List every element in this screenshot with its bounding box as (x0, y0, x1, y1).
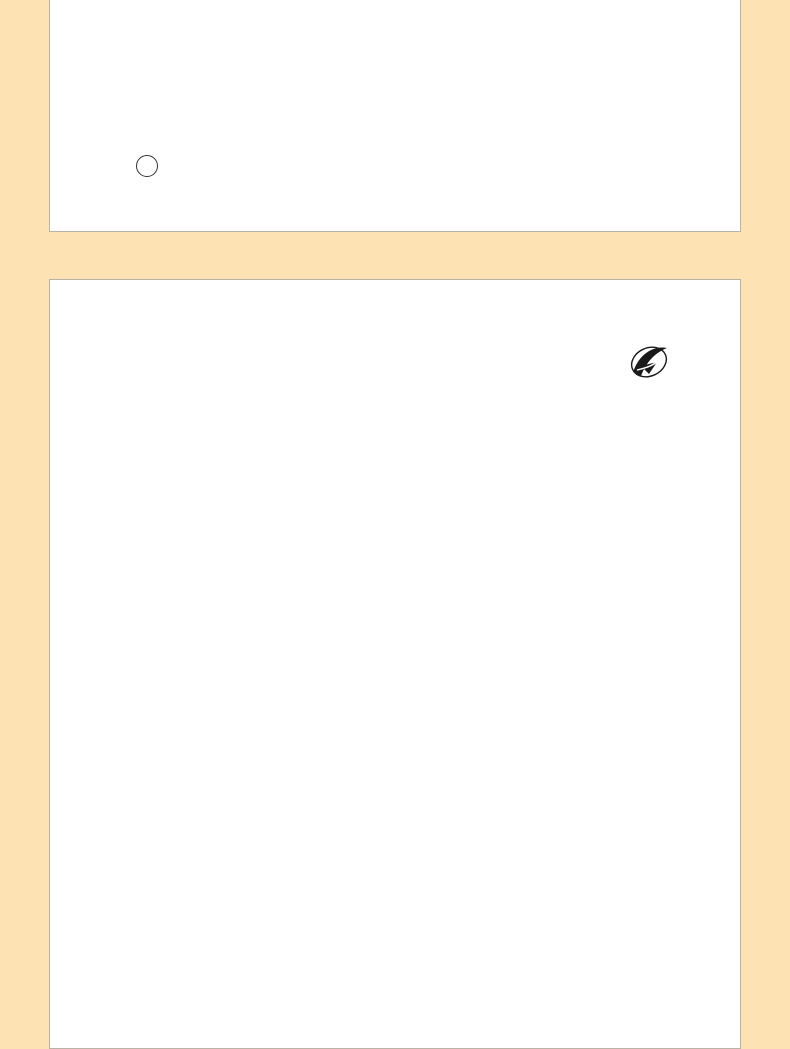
contents-page (49, 279, 741, 1049)
previous-page (49, 0, 741, 232)
swoosh-logo-icon (627, 342, 671, 386)
page-number (136, 155, 158, 177)
